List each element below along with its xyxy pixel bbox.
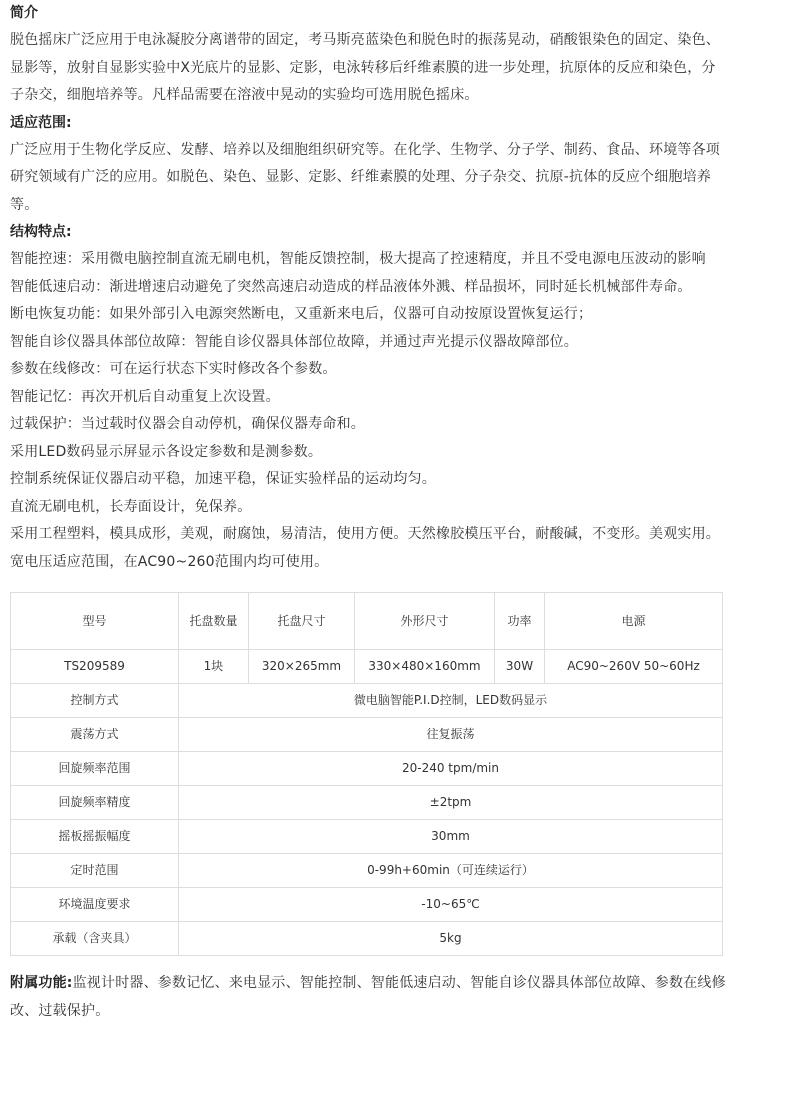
cell-power: 30W bbox=[495, 650, 545, 684]
scope-text: 广泛应用于生物化学反应、发酵、培养以及细胞组织研究等。在化学、生物学、分子学、制药、食品、环境等各项研究领域有广泛的应用。如脱色、染色、显影、定影、纤维素膜的处理、分子杂交、抗原-抗体的反应个细胞培养等。 bbox=[10, 141, 720, 213]
feature-item: 过载保护：当过载时仪器会自动停机，确保仪器寿命和。 bbox=[10, 416, 365, 432]
table-row bbox=[11, 684, 723, 718]
row-value: 0-99h+60min（可连续运行） bbox=[179, 854, 723, 888]
features-heading: 结构特点: bbox=[10, 224, 72, 240]
header-outer-size: 外形尺寸 bbox=[355, 593, 495, 650]
feature-item: 采用工程塑料，模具成形，美观，耐腐蚀，易清洁，使用方便。天然橡胶模压平台，耐酸碱，不变形。美观实用。 bbox=[10, 526, 720, 542]
row-value: 往复振荡 bbox=[179, 718, 723, 752]
row-value: 30mm bbox=[179, 820, 723, 854]
row-value: 微电脑智能P.I.D控制，LED数码显示 bbox=[179, 684, 723, 718]
scope-section bbox=[10, 110, 800, 220]
row-value: -10~65℃ bbox=[179, 888, 723, 922]
row-label: 震荡方式 bbox=[11, 718, 179, 752]
row-value: ±2tpm bbox=[179, 786, 723, 820]
cell-supply: AC90~260V 50~60Hz bbox=[545, 650, 723, 684]
row-value: 5kg bbox=[179, 922, 723, 956]
row-label: 回旋频率精度 bbox=[11, 786, 179, 820]
row-value: 20-240 tpm/min bbox=[179, 752, 723, 786]
feature-item: 控制系统保证仪器启动平稳，加速平稳，保证实验样品的运动均匀。 bbox=[10, 471, 436, 487]
cell-tray-size: 320×265mm bbox=[249, 650, 355, 684]
table-row bbox=[11, 718, 723, 752]
row-label: 环境温度要求 bbox=[11, 888, 179, 922]
scope-heading: 适应范围: bbox=[10, 114, 72, 131]
accessory-section bbox=[10, 970, 726, 1025]
row-label: 摇板摇振幅度 bbox=[11, 820, 179, 854]
feature-item: 智能自诊仪器具体部位故障：智能自诊仪器具体部位故障，并通过声光提示仪器故障部位。 bbox=[10, 333, 578, 350]
spec-table bbox=[10, 592, 723, 956]
feature-item: 参数在线修改：可在运行状态下实时修改各个参数。 bbox=[10, 361, 337, 377]
table-row bbox=[11, 786, 723, 820]
spec-header-row bbox=[11, 593, 723, 650]
cell-tray-count: 1块 bbox=[179, 650, 249, 684]
header-model: 型号 bbox=[11, 593, 179, 650]
header-supply: 电源 bbox=[545, 593, 723, 650]
table-row bbox=[11, 888, 723, 922]
feature-item: 宽电压适应范围，在AC90~260范围内均可使用。 bbox=[10, 553, 329, 570]
cell-outer-size: 330×480×160mm bbox=[355, 650, 495, 684]
row-label: 回旋频率范围 bbox=[11, 752, 179, 786]
table-row bbox=[11, 820, 723, 854]
row-label: 承载（含夹具） bbox=[11, 922, 179, 956]
feature-item: 智能控速：采用微电脑控制直流无刷电机，智能反馈控制，极大提高了控速精度，并且不受电源电压波动的影响 bbox=[10, 251, 706, 267]
accessory-text: 监视计时器、参数记忆、来电显示、智能控制、智能低速启动、智能自诊仪器具体部位故障、参数在线修改、过载保护。 bbox=[10, 975, 726, 1019]
table-row bbox=[11, 854, 723, 888]
feature-item: 采用LED数码显示屏显示各设定参数和是测参数。 bbox=[10, 443, 323, 460]
features-section bbox=[10, 219, 800, 576]
feature-item: 断电恢复功能：如果外部引入电源突然断电，又重新来电后，仪器可自动按原设置恢复运行； bbox=[10, 306, 593, 322]
feature-item: 智能记忆：再次开机后自动重复上次设置。 bbox=[10, 388, 280, 405]
accessory-label: 附属功能: bbox=[10, 975, 73, 991]
feature-item: 智能低速启动：渐进增速启动避免了突然高速启动造成的样品液体外溅、样品损坏，同时延长机械部件寿命。 bbox=[10, 278, 692, 295]
cell-model: TS209589 bbox=[11, 650, 179, 684]
header-power: 功率 bbox=[495, 593, 545, 650]
header-tray-size: 托盘尺寸 bbox=[249, 593, 355, 650]
row-label: 定时范围 bbox=[11, 854, 179, 888]
table-row bbox=[11, 922, 723, 956]
feature-item: 直流无刷电机，长寿面设计，免保养。 bbox=[10, 498, 252, 515]
row-label: 控制方式 bbox=[11, 684, 179, 718]
header-tray-count: 托盘数量 bbox=[179, 593, 249, 650]
intro-heading: 简介 bbox=[10, 5, 38, 21]
table-row bbox=[11, 752, 723, 786]
intro-text: 脱色摇床广泛应用于电泳凝胶分离谱带的固定，考马斯亮蓝染色和脱色时的振荡晃动，硝酸银染色的固定、染色、显影等，放射自显影实验中X光底片的显影、定影，电泳转移后纤维素膜的进一步处理，抗原体的反应和染色，分子杂交，细胞培养等。凡样品需要在溶液中晃动的实验均可选用脱色摇床。 bbox=[10, 32, 720, 103]
intro-section bbox=[10, 0, 800, 110]
spec-data-row bbox=[11, 650, 723, 684]
